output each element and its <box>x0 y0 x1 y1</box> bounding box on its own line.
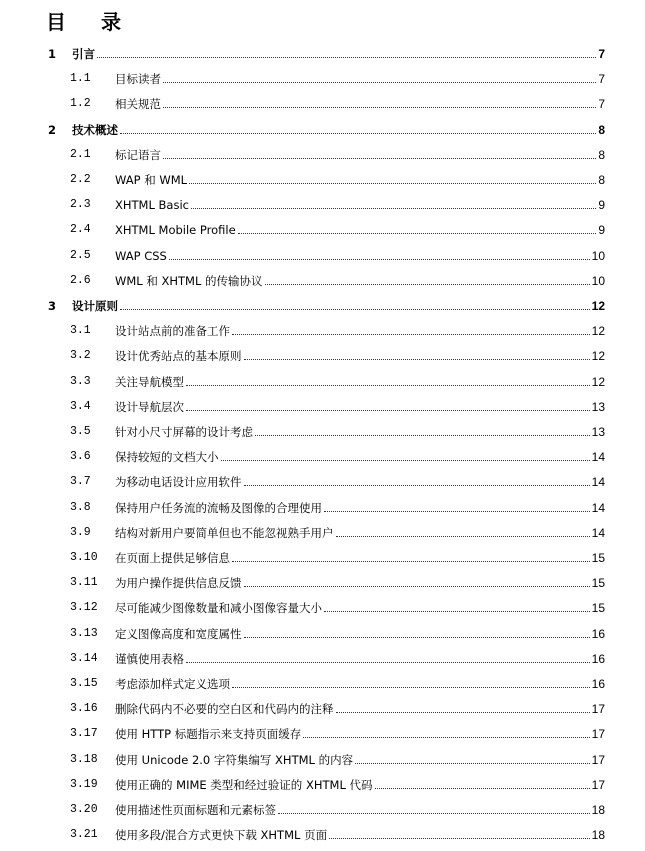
toc-entry-page-number: 8 <box>598 147 605 162</box>
toc-entry-number: 3.7 <box>70 475 91 489</box>
toc-entry-number: 3.17 <box>70 727 98 741</box>
toc-entry-title[interactable]: 为移动电话设计应用软件 <box>115 475 242 490</box>
toc-entry-title[interactable]: WAP CSS <box>115 248 167 263</box>
toc-entry-title[interactable]: 引言 <box>72 47 95 61</box>
toc-section-entry[interactable] <box>0 750 645 770</box>
toc-section-entry[interactable] <box>0 523 645 543</box>
toc-section-entry[interactable] <box>0 170 645 190</box>
toc-section-entry[interactable] <box>0 800 645 820</box>
toc-dot-leader <box>186 409 590 411</box>
toc-entry-title[interactable]: 目标读者 <box>115 72 161 87</box>
toc-entry-number: 3.13 <box>70 626 98 640</box>
toc-entry-page-number: 16 <box>591 651 605 666</box>
toc-dot-leader <box>329 837 590 839</box>
toc-entry-title[interactable]: 保持较短的文档大小 <box>115 450 219 465</box>
toc-dot-leader <box>375 787 590 789</box>
toc-chapter-entry[interactable] <box>0 296 645 316</box>
toc-dot-leader <box>163 81 596 83</box>
toc-entry-page-number: 12 <box>591 374 605 389</box>
toc-section-entry[interactable] <box>0 674 645 694</box>
toc-dot-leader <box>191 207 596 209</box>
toc-entry-page-number: 14 <box>591 450 605 465</box>
toc-entry-title[interactable]: WML 和 XHTML 的传输协议 <box>115 273 263 288</box>
toc-entry-page-number: 15 <box>591 551 605 565</box>
toc-dot-leader <box>189 182 596 184</box>
toc-dot-leader <box>163 106 596 108</box>
toc-entry-page-number: 17 <box>591 702 605 717</box>
toc-entry-page-number: 7 <box>598 47 605 61</box>
toc-entry-title[interactable]: 设计优秀站点的基本原则 <box>115 349 242 364</box>
toc-entry-number: 1.1 <box>70 72 91 86</box>
toc-entry-title[interactable]: XHTML Mobile Profile <box>115 223 236 238</box>
toc-dot-leader <box>324 510 590 512</box>
toc-entry-title[interactable]: 定义图像高度和宽度属性 <box>115 626 242 641</box>
toc-entry-title[interactable]: 标记语言 <box>115 147 161 162</box>
toc-entry-number: 3.9 <box>70 525 91 539</box>
toc-entry-title[interactable]: 设计站点前的准备工作 <box>115 324 230 339</box>
toc-section-entry[interactable] <box>0 548 645 568</box>
toc-section-entry[interactable] <box>0 372 645 392</box>
toc-dot-leader <box>232 686 590 688</box>
toc-section-entry[interactable] <box>0 699 645 719</box>
toc-entry-page-number: 12 <box>591 349 605 364</box>
toc-section-entry[interactable] <box>0 145 645 165</box>
toc-entry-title[interactable]: 使用描述性页面标题和元素标签 <box>115 803 276 817</box>
toc-entry-page-number: 13 <box>591 399 605 414</box>
toc-entry-title[interactable]: 技术概述 <box>72 122 118 137</box>
page-title: 目 录 <box>46 10 135 34</box>
toc-section-entry[interactable] <box>0 94 645 114</box>
toc-entry-number: 3.20 <box>70 803 98 816</box>
toc-entry-number: 3.2 <box>70 349 91 363</box>
toc-entry-title[interactable]: XHTML Basic <box>115 198 189 213</box>
toc-chapter-entry[interactable] <box>0 120 645 140</box>
toc-entry-title[interactable]: 谨慎使用表格 <box>115 651 184 666</box>
toc-entry-page-number: 14 <box>591 475 605 490</box>
toc-entry-number: 3.4 <box>70 399 91 413</box>
toc-dot-leader <box>120 132 596 134</box>
toc-dot-leader <box>278 812 590 814</box>
toc-entry-page-number: 17 <box>591 777 605 792</box>
toc-entry-title[interactable]: 尽可能减少图像数量和减小图像容量大小 <box>115 601 322 616</box>
toc-entry-number: 1 <box>48 47 57 61</box>
toc-entry-number: 3.18 <box>70 752 98 766</box>
toc-section-entry[interactable] <box>0 346 645 366</box>
toc-section-entry[interactable] <box>0 498 645 518</box>
toc-section-entry[interactable] <box>0 397 645 417</box>
toc-entry-page-number: 7 <box>598 97 605 112</box>
toc-section-entry[interactable] <box>0 598 645 618</box>
toc-entry-title[interactable]: 设计导航层次 <box>115 399 184 414</box>
toc-entry-page-number: 8 <box>598 173 605 187</box>
toc-section-entry[interactable] <box>0 472 645 492</box>
toc-entry-page-number: 10 <box>591 248 605 263</box>
toc-dot-leader <box>244 484 590 486</box>
toc-section-entry[interactable] <box>0 624 645 644</box>
toc-entry-title[interactable]: 结构对新用户要简单但也不能忽视熟手用户 <box>115 525 334 540</box>
toc-section-entry[interactable] <box>0 321 645 341</box>
toc-entry-number: 3.10 <box>70 551 98 564</box>
toc-entry-page-number: 17 <box>591 727 605 742</box>
toc-entry-title[interactable]: 使用 HTTP 标题指示来支持页面缓存 <box>115 727 302 742</box>
toc-entry-number: 1.2 <box>70 97 91 111</box>
toc-entry-title[interactable]: WAP 和 WML <box>115 173 188 187</box>
toc-section-entry[interactable] <box>0 271 645 291</box>
toc-section-entry[interactable] <box>0 775 645 795</box>
toc-dot-leader <box>324 610 590 612</box>
toc-dot-leader <box>97 56 596 58</box>
toc-entry-number: 3.21 <box>70 828 98 842</box>
toc-dot-leader <box>120 308 590 310</box>
toc-entry-number: 3.5 <box>70 425 91 438</box>
toc-entry-page-number: 14 <box>591 525 605 540</box>
toc-section-entry[interactable] <box>0 724 645 744</box>
toc-section-entry[interactable] <box>0 246 645 266</box>
toc-dot-leader <box>232 333 590 335</box>
toc-entry-number: 2.1 <box>70 147 91 161</box>
toc-entry-page-number: 16 <box>591 677 605 691</box>
toc-entry-title[interactable]: 为用户操作提供信息反馈 <box>115 576 242 591</box>
toc-dot-leader <box>255 434 590 436</box>
toc-entry-page-number: 18 <box>591 803 605 817</box>
toc-entry-page-number: 18 <box>591 828 605 843</box>
toc-section-entry[interactable] <box>0 195 645 215</box>
toc-entry-title[interactable]: 删除代码内不必要的空白区和代码内的注释 <box>115 702 334 717</box>
toc-dot-leader <box>186 661 590 663</box>
toc-chapter-entry[interactable] <box>0 44 645 64</box>
toc-dot-leader <box>244 636 590 638</box>
toc-entry-title[interactable]: 针对小尺寸屏幕的设计考虑 <box>115 425 253 439</box>
toc-entry-number: 2 <box>48 122 57 137</box>
toc-entry-title[interactable]: 使用正确的 MIME 类型和经过验证的 XHTML 代码 <box>115 777 373 792</box>
toc-entry-title[interactable]: 关注导航模型 <box>115 374 184 389</box>
toc-entry-title[interactable]: 相关规范 <box>115 97 161 112</box>
toc-entry-title[interactable]: 保持用户任务流的流畅及图像的合理使用 <box>115 500 322 515</box>
toc-section-entry[interactable] <box>0 447 645 467</box>
toc-section-entry[interactable] <box>0 573 645 593</box>
toc-entry-page-number: 16 <box>591 626 605 641</box>
toc-entry-page-number: 10 <box>591 273 605 288</box>
toc-entry-number: 3.12 <box>70 601 98 615</box>
toc-entry-number: 3.16 <box>70 702 98 716</box>
toc-entry-page-number: 12 <box>591 299 605 313</box>
toc-entry-number: 2.3 <box>70 198 91 212</box>
toc-entry-number: 3.8 <box>70 500 91 514</box>
toc-entry-page-number: 9 <box>598 223 605 238</box>
toc-dot-leader <box>232 560 590 562</box>
toc-entry-page-number: 15 <box>591 601 605 616</box>
toc-entry-page-number: 14 <box>591 500 605 515</box>
toc-entry-page-number: 8 <box>598 122 605 137</box>
toc-entry-page-number: 15 <box>591 576 605 591</box>
toc-entry-number: 3.3 <box>70 374 91 388</box>
toc-section-entry[interactable] <box>0 69 645 89</box>
toc-dot-leader <box>169 258 590 260</box>
toc-entry-page-number: 13 <box>591 425 605 439</box>
toc-entry-number: 3.6 <box>70 450 91 464</box>
toc-entry-number: 2.5 <box>70 248 91 262</box>
toc-dot-leader <box>336 535 590 537</box>
toc-entry-title[interactable]: 考虑添加样式定义选项 <box>115 677 230 691</box>
toc-section-entry[interactable] <box>0 220 645 240</box>
toc-entry-title[interactable]: 设计原则 <box>72 299 118 313</box>
toc-entry-number: 3.11 <box>70 576 98 590</box>
toc-entry-number: 3.19 <box>70 777 98 791</box>
toc-entry-page-number: 9 <box>598 198 605 213</box>
toc-dot-leader <box>221 459 590 461</box>
toc-entry-page-number: 7 <box>598 72 605 87</box>
toc-dot-leader <box>265 283 590 285</box>
toc-section-entry[interactable] <box>0 649 645 669</box>
toc-entry-title[interactable]: 使用多段/混合方式更快下载 XHTML 页面 <box>115 828 328 843</box>
toc-entry-page-number: 17 <box>591 752 605 767</box>
toc-entry-number: 2.6 <box>70 273 91 287</box>
toc-dot-leader <box>355 762 590 764</box>
toc-entry-number: 2.4 <box>70 223 91 237</box>
toc-entry-page-number: 12 <box>591 324 605 339</box>
toc-dot-leader <box>238 232 597 234</box>
toc-entry-number: 2.2 <box>70 173 91 186</box>
toc-entry-title[interactable]: 使用 Unicode 2.0 字符集编写 XHTML 的内容 <box>115 752 354 767</box>
toc-section-entry[interactable] <box>0 422 645 442</box>
toc-dot-leader <box>303 736 589 738</box>
toc-dot-leader <box>244 358 590 360</box>
toc-dot-leader <box>163 157 596 159</box>
toc-dot-leader <box>336 711 590 713</box>
toc-section-entry[interactable] <box>0 825 645 845</box>
toc-entry-number: 3.1 <box>70 324 91 338</box>
toc-entry-title[interactable]: 在页面上提供足够信息 <box>115 551 230 565</box>
toc-entry-number: 3.14 <box>70 651 98 665</box>
toc-entry-number: 3.15 <box>70 677 98 690</box>
toc-dot-leader <box>186 384 590 386</box>
toc-dot-leader <box>244 585 590 587</box>
toc-entry-number: 3 <box>48 299 57 313</box>
